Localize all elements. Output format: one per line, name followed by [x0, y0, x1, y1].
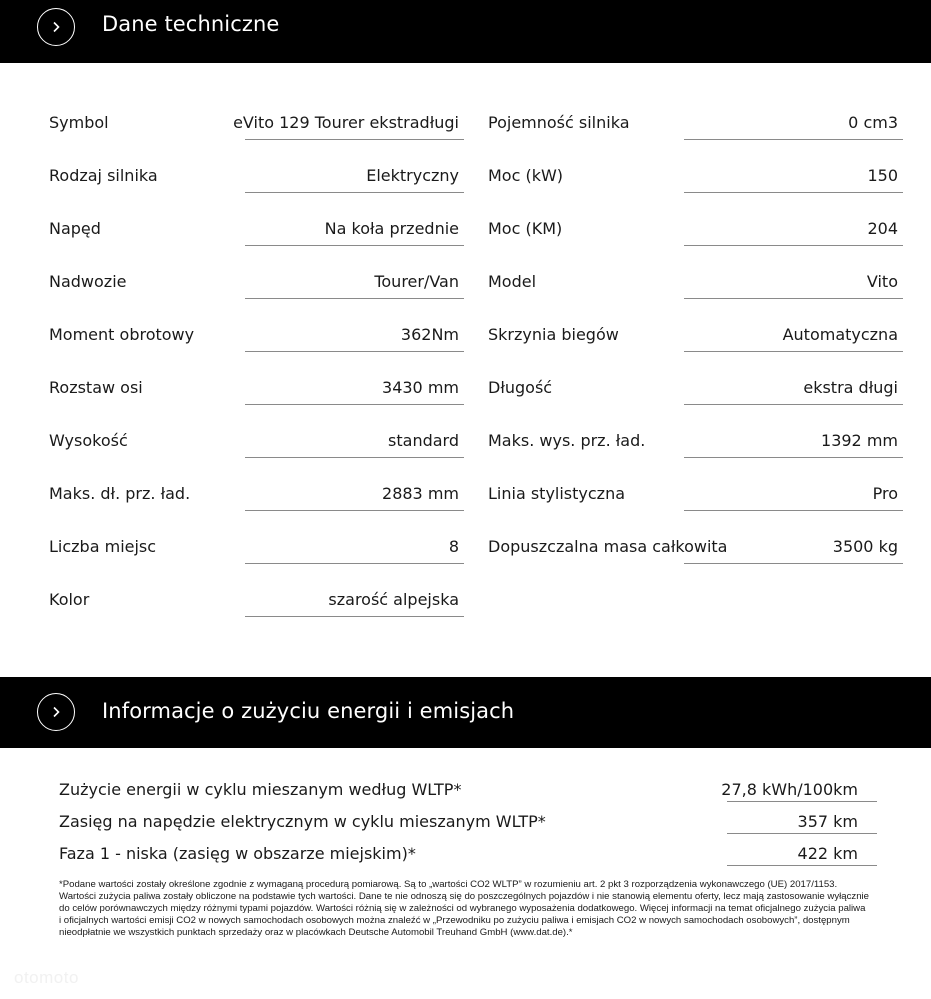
spec-row: [49, 96, 464, 149]
emissions-row: [59, 839, 877, 871]
spec-divider: [684, 457, 903, 458]
spec-row: [488, 361, 903, 414]
spec-divider: [684, 298, 903, 299]
chevron-right-icon: [50, 21, 62, 33]
spec-row: [49, 202, 464, 255]
spec-label: Liczba miejsc: [49, 537, 157, 556]
emissions-divider: [727, 865, 877, 866]
spec-value: Pro: [872, 484, 898, 503]
emissions-toggle-button[interactable]: [37, 693, 75, 731]
spec-row: [488, 520, 903, 573]
chevron-right-icon: [50, 706, 62, 718]
spec-row: [49, 361, 464, 414]
emissions-value: 357 km: [797, 812, 858, 831]
spec-row: [488, 96, 903, 149]
spec-divider: [684, 404, 903, 405]
emissions-row: [59, 775, 877, 807]
spec-label: Maks. dł. prz. ład.: [49, 484, 191, 503]
spec-label: Maks. wys. prz. ład.: [488, 431, 646, 450]
spec-value: Tourer/Van: [374, 272, 459, 291]
spec-row: [488, 467, 903, 520]
spec-row: [49, 149, 464, 202]
spec-divider: [245, 245, 464, 246]
technical-data-header: [0, 0, 931, 63]
spec-row: [49, 520, 464, 573]
spec-label: Linia stylistyczna: [488, 484, 626, 503]
spec-divider: [245, 351, 464, 352]
emissions-divider: [727, 801, 877, 802]
spec-value: eVito 129 Tourer ekstradługi: [233, 113, 459, 132]
spec-value: 2883 mm: [382, 484, 459, 503]
spec-label: Kolor: [49, 590, 90, 609]
spec-value: 362Nm: [400, 325, 459, 344]
spec-row: [49, 308, 464, 361]
spec-row: [49, 573, 464, 626]
spec-label: Długość: [488, 378, 553, 397]
spec-value: 3430 mm: [382, 378, 459, 397]
spec-divider: [684, 563, 903, 564]
spec-row: [49, 255, 464, 308]
spec-row: [488, 414, 903, 467]
emissions-header: [0, 677, 931, 748]
spec-label: Model: [488, 272, 537, 291]
spec-value: Na koła przednie: [324, 219, 459, 238]
spec-divider: [245, 139, 464, 140]
spec-row: [488, 308, 903, 361]
spec-divider: [245, 192, 464, 193]
spec-label: Moment obrotowy: [49, 325, 195, 344]
emissions-value: 422 km: [797, 844, 858, 863]
spec-value: Elektryczny: [366, 166, 459, 185]
emissions-table: [59, 775, 877, 871]
spec-value: standard: [388, 431, 459, 450]
spec-divider: [245, 616, 464, 617]
emissions-row: [59, 807, 877, 839]
footnote: *Podane wartości zostały określone zgodnie z wymaganą procedurą pomiarową. Są to „wartości CO2 WLTP” w rozumieniu art. 2 pkt 3 rozporządzenia wykonawczego (UE) 2017/1153. Wartości zużycia paliwa zostały obliczone na podstawie tych wartości. Dane te nie odnoszą się do poszczególnych pojazdów i nie stanowią elementu oferty, lecz mają zastosowanie wyłącznie do celów porównawczych między różnymi typami pojazdów. Wartości różnią się w zależności od wybranego wyposażenia dodatkowego. Więcej informacji na temat oficjalnego zużycia paliwa i oficjalnych wartości emisji CO2 w nowych samochodach osobowych można znaleźć w „Przewodniku po zużyciu paliwa i emisjach CO2 w nowych samochodach osobowych”, dostępnym nieodpłatnie we wszystkich punktach sprzedaży oraz w placówkach Deutsche Automobil Treuhand GmbH (www.dat.de).*: [59, 879, 870, 938]
spec-table-left: [49, 96, 464, 626]
emissions-label: Zużycie energii w cyklu mieszanym według WLTP*: [59, 780, 462, 799]
spec-label: Moc (KM): [488, 219, 563, 238]
spec-divider: [245, 298, 464, 299]
spec-row: [488, 149, 903, 202]
spec-divider: [245, 510, 464, 511]
spec-row: [488, 202, 903, 255]
spec-label: Skrzynia biegów: [488, 325, 619, 344]
emissions-title: Informacje o zużyciu energii i emisjach: [102, 699, 515, 723]
spec-row: [49, 467, 464, 520]
spec-value: 8: [448, 537, 459, 556]
spec-value: Automatyczna: [782, 325, 898, 344]
spec-label: Symbol: [49, 113, 109, 132]
watermark-logo: otomoto: [14, 968, 79, 987]
spec-divider: [245, 563, 464, 564]
emissions-value: 27,8 kWh/100km: [721, 780, 858, 799]
technical-data-title: Dane techniczne: [102, 12, 280, 36]
spec-table-right: [488, 96, 903, 573]
spec-divider: [684, 245, 903, 246]
spec-value: 204: [867, 219, 898, 238]
spec-value: 0 cm3: [848, 113, 898, 132]
spec-label: Rozstaw osi: [49, 378, 143, 397]
spec-row: [49, 414, 464, 467]
spec-value: szarość alpejska: [328, 590, 459, 609]
spec-label: Pojemność silnika: [488, 113, 630, 132]
spec-value: 1392 mm: [821, 431, 898, 450]
spec-label: Moc (kW): [488, 166, 564, 185]
spec-row: [488, 255, 903, 308]
spec-value: ekstra długi: [803, 378, 898, 397]
spec-label: Rodzaj silnika: [49, 166, 158, 185]
spec-label: Napęd: [49, 219, 101, 238]
spec-value: 150: [867, 166, 898, 185]
emissions-label: Faza 1 - niska (zasięg w obszarze miejskim)*: [59, 844, 416, 863]
technical-data-toggle-button[interactable]: [37, 8, 75, 46]
spec-divider: [684, 192, 903, 193]
spec-label: Nadwozie: [49, 272, 127, 291]
emissions-label: Zasięg na napędzie elektrycznym w cyklu mieszanym WLTP*: [59, 812, 546, 831]
spec-divider: [684, 139, 903, 140]
spec-value: 3500 kg: [832, 537, 898, 556]
spec-divider: [245, 457, 464, 458]
spec-label: Dopuszczalna masa całkowita: [488, 537, 728, 556]
spec-divider: [245, 404, 464, 405]
spec-label: Wysokość: [49, 431, 128, 450]
emissions-divider: [727, 833, 877, 834]
spec-divider: [684, 351, 903, 352]
spec-divider: [684, 510, 903, 511]
spec-value: Vito: [866, 272, 898, 291]
